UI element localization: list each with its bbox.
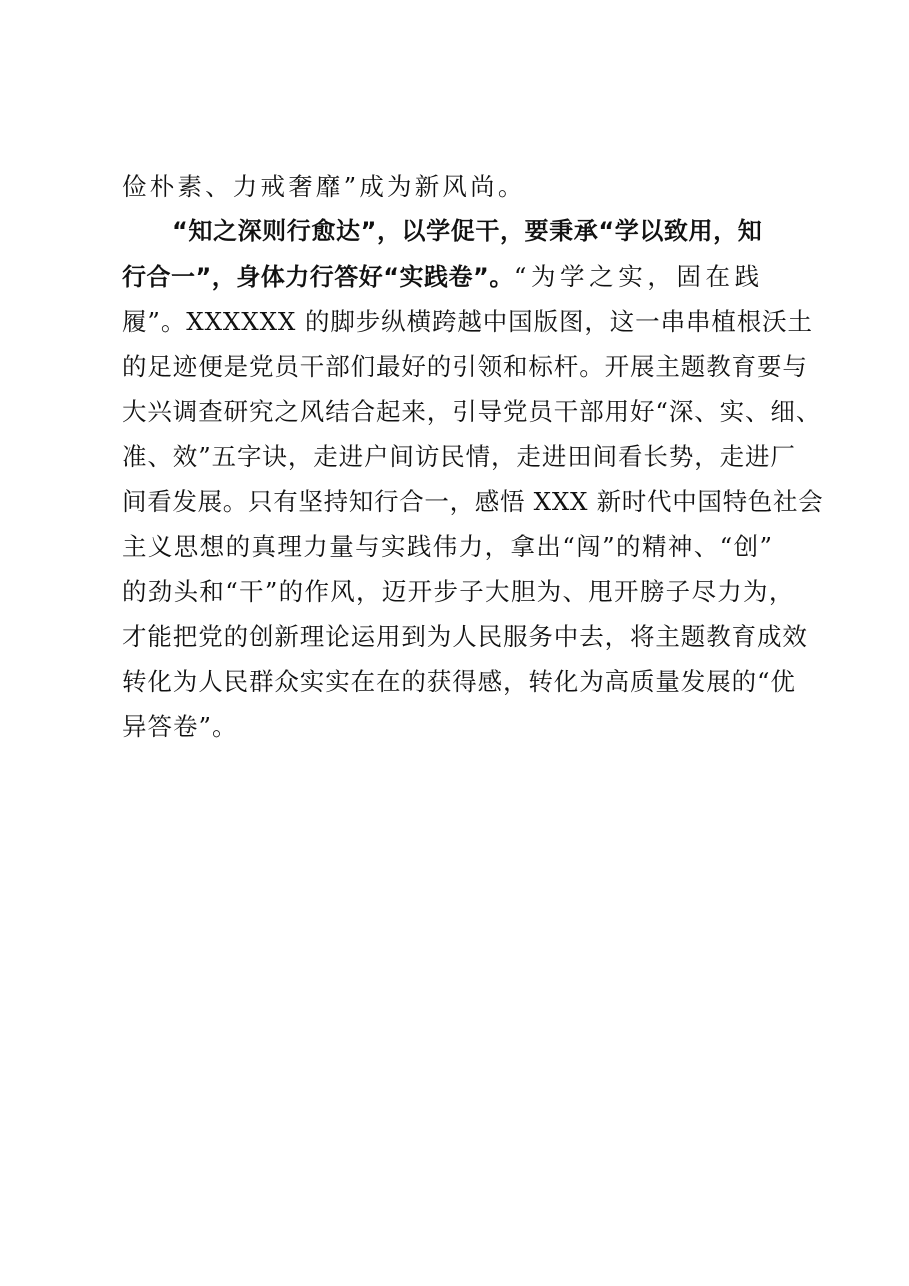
bold-emphasis: 行合一”，身体力行答好“实践卷”。: [122, 263, 514, 291]
paragraph-line-9: 主义思想的真理力量与实践伟力，拿出“闯”的精神、“创”: [122, 532, 774, 561]
paragraph-line-7: 准、效”五字诀，走进户间访民情，走进田间看长势，走进厂: [122, 442, 796, 471]
paragraph-line-10: 的劲头和“干”的作风，迈开步子大胆为、甩开膀子尽力为，: [122, 577, 795, 606]
paragraph-line-5: 的足迹便是党员干部们最好的引领和标杆。开展主题教育要与: [122, 352, 808, 381]
paragraph-line-11: 才能把党的创新理论运用到为人民服务中去，将主题教育成效: [122, 622, 808, 651]
paragraph-line-12: 转化为人民群众实实在在的获得感，转化为高质量发展的“优: [122, 667, 796, 696]
paragraph-line-6: 大兴调查研究之风结合起来，引导党员干部用好“深、实、细、: [122, 397, 822, 426]
paragraph-line-1: 俭朴素、力戒奢靡”成为新风尚。: [122, 172, 526, 201]
paragraph-line-2-bold: “知之深则行愈达”，以学促干，要秉承“学以致用，知: [172, 217, 763, 245]
body-text: [122, 164, 822, 749]
paragraph-line-13: 异答卷”。: [122, 712, 238, 741]
paragraph-line-4: 履”。XXXXXX 的脚步纵横跨越中国版图，这一串串植根沃土: [122, 307, 813, 336]
paragraph-line-3: [122, 254, 822, 299]
paragraph-line-8: 间看发展。只有坚持知行合一，感悟 XXX 新时代中国特色社会: [122, 487, 824, 516]
quote-text: “为学之实，固在践: [513, 262, 764, 291]
